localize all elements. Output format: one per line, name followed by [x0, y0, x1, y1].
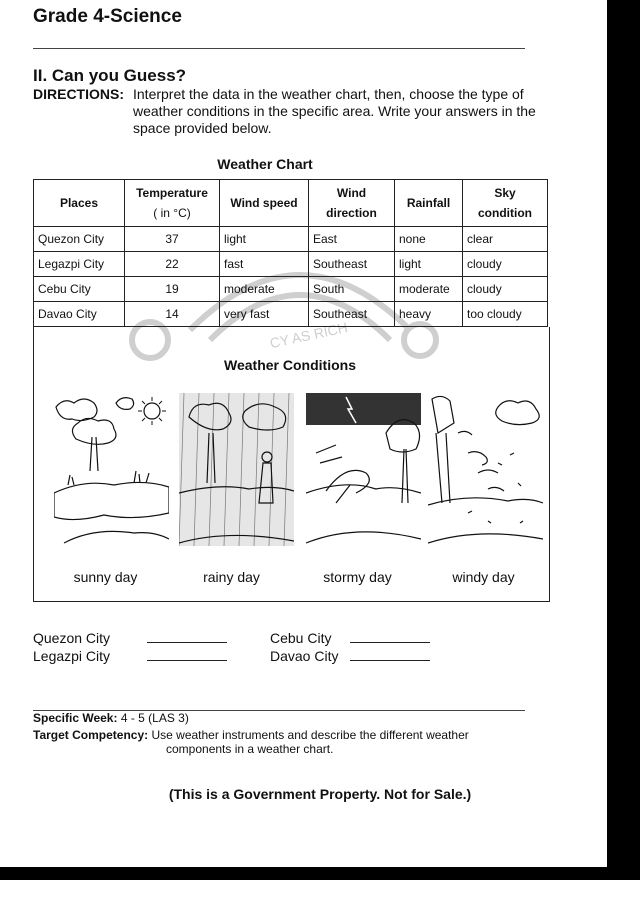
answer-blank-davao[interactable]: [350, 648, 430, 661]
cell-rainfall: moderate: [395, 277, 463, 302]
header-wind-direction: Wind direction: [309, 180, 395, 227]
cell-place: Cebu City: [34, 277, 125, 302]
cell-rainfall: heavy: [395, 302, 463, 327]
answer-cebu: Cebu City: [270, 630, 430, 646]
week-value: 4 - 5 (LAS 3): [120, 711, 189, 725]
competency-text-2: components in a weather chart.: [166, 742, 334, 756]
cell-wind-speed: light: [220, 227, 309, 252]
header-rainfall: Rainfall: [395, 180, 463, 227]
table-row: [34, 302, 548, 327]
chart-title: Weather Chart: [217, 156, 313, 172]
directions: [33, 86, 543, 137]
table-header-row: [34, 180, 548, 227]
conditions-title: Weather Conditions: [224, 357, 356, 373]
cell-temperature: 19: [125, 277, 220, 302]
caption-windy: windy day: [452, 569, 515, 585]
cell-wind-speed: very fast: [220, 302, 309, 327]
cell-temperature: 14: [125, 302, 220, 327]
cell-wind-speed: moderate: [220, 277, 309, 302]
answer-blank-cebu[interactable]: [350, 630, 430, 643]
week-label: Specific Week:: [33, 711, 118, 725]
cell-rainfall: none: [395, 227, 463, 252]
cell-sky: too cloudy: [463, 302, 548, 327]
caption-stormy: stormy day: [323, 569, 392, 585]
header-wind-speed: Wind speed: [220, 180, 309, 227]
cell-wind-direction: Southeast: [309, 302, 395, 327]
caption-sunny: sunny day: [73, 569, 138, 585]
header-places: Places: [34, 180, 125, 227]
weather-chart-table: [33, 179, 548, 327]
rainy-day-illustration: [179, 393, 294, 546]
grade-title: Grade 4-Science: [33, 6, 182, 27]
cell-sky: clear: [463, 227, 548, 252]
table-row: [34, 227, 548, 252]
sunny-day-illustration: [54, 393, 169, 546]
table-row: [34, 252, 548, 277]
answer-legazpi: Legazpi City: [33, 648, 227, 664]
specific-week: [33, 711, 189, 725]
answer-davao: Davao City: [270, 648, 430, 664]
directions-text: Interpret the data in the weather chart, then, choose the type of weather conditions in the specific area. Write your answers in the space provided below.: [133, 86, 536, 136]
cell-sky: cloudy: [463, 252, 548, 277]
cell-temperature: 37: [125, 227, 220, 252]
government-property-note: (This is a Government Property. Not for Sale.): [168, 786, 472, 802]
competency-label: Target Competency:: [33, 728, 149, 742]
cell-place: Quezon City: [34, 227, 125, 252]
answer-blank-legazpi[interactable]: [147, 648, 227, 661]
section-title: II. Can you Guess?: [33, 66, 187, 85]
directions-label: DIRECTIONS:: [33, 86, 124, 102]
answer-blank-quezon[interactable]: [147, 630, 227, 643]
cell-place: Legazpi City: [34, 252, 125, 277]
cell-wind-direction: East: [309, 227, 395, 252]
header-divider: [33, 48, 525, 49]
cell-place: Davao City: [34, 302, 125, 327]
competency-text-1: Use weather instruments and describe the different weather: [151, 728, 469, 742]
cell-wind-direction: Southeast: [309, 252, 395, 277]
bottom-band: [0, 880, 640, 909]
cell-wind-direction: South: [309, 277, 395, 302]
cell-temperature: 22: [125, 252, 220, 277]
target-competency: [33, 728, 533, 756]
header-temperature: Temperature ( in °C): [125, 180, 220, 227]
table-row: [34, 277, 548, 302]
svg-text:CY AS RICH: CY AS RICH: [268, 319, 350, 352]
stormy-day-illustration: [306, 393, 421, 546]
cell-sky: cloudy: [463, 277, 548, 302]
header-sky-condition: Sky condition: [463, 180, 548, 227]
answer-quezon: Quezon City: [33, 630, 227, 646]
caption-rainy: rainy day: [203, 569, 260, 585]
cell-rainfall: light: [395, 252, 463, 277]
windy-day-illustration: [428, 393, 543, 546]
cell-wind-speed: fast: [220, 252, 309, 277]
